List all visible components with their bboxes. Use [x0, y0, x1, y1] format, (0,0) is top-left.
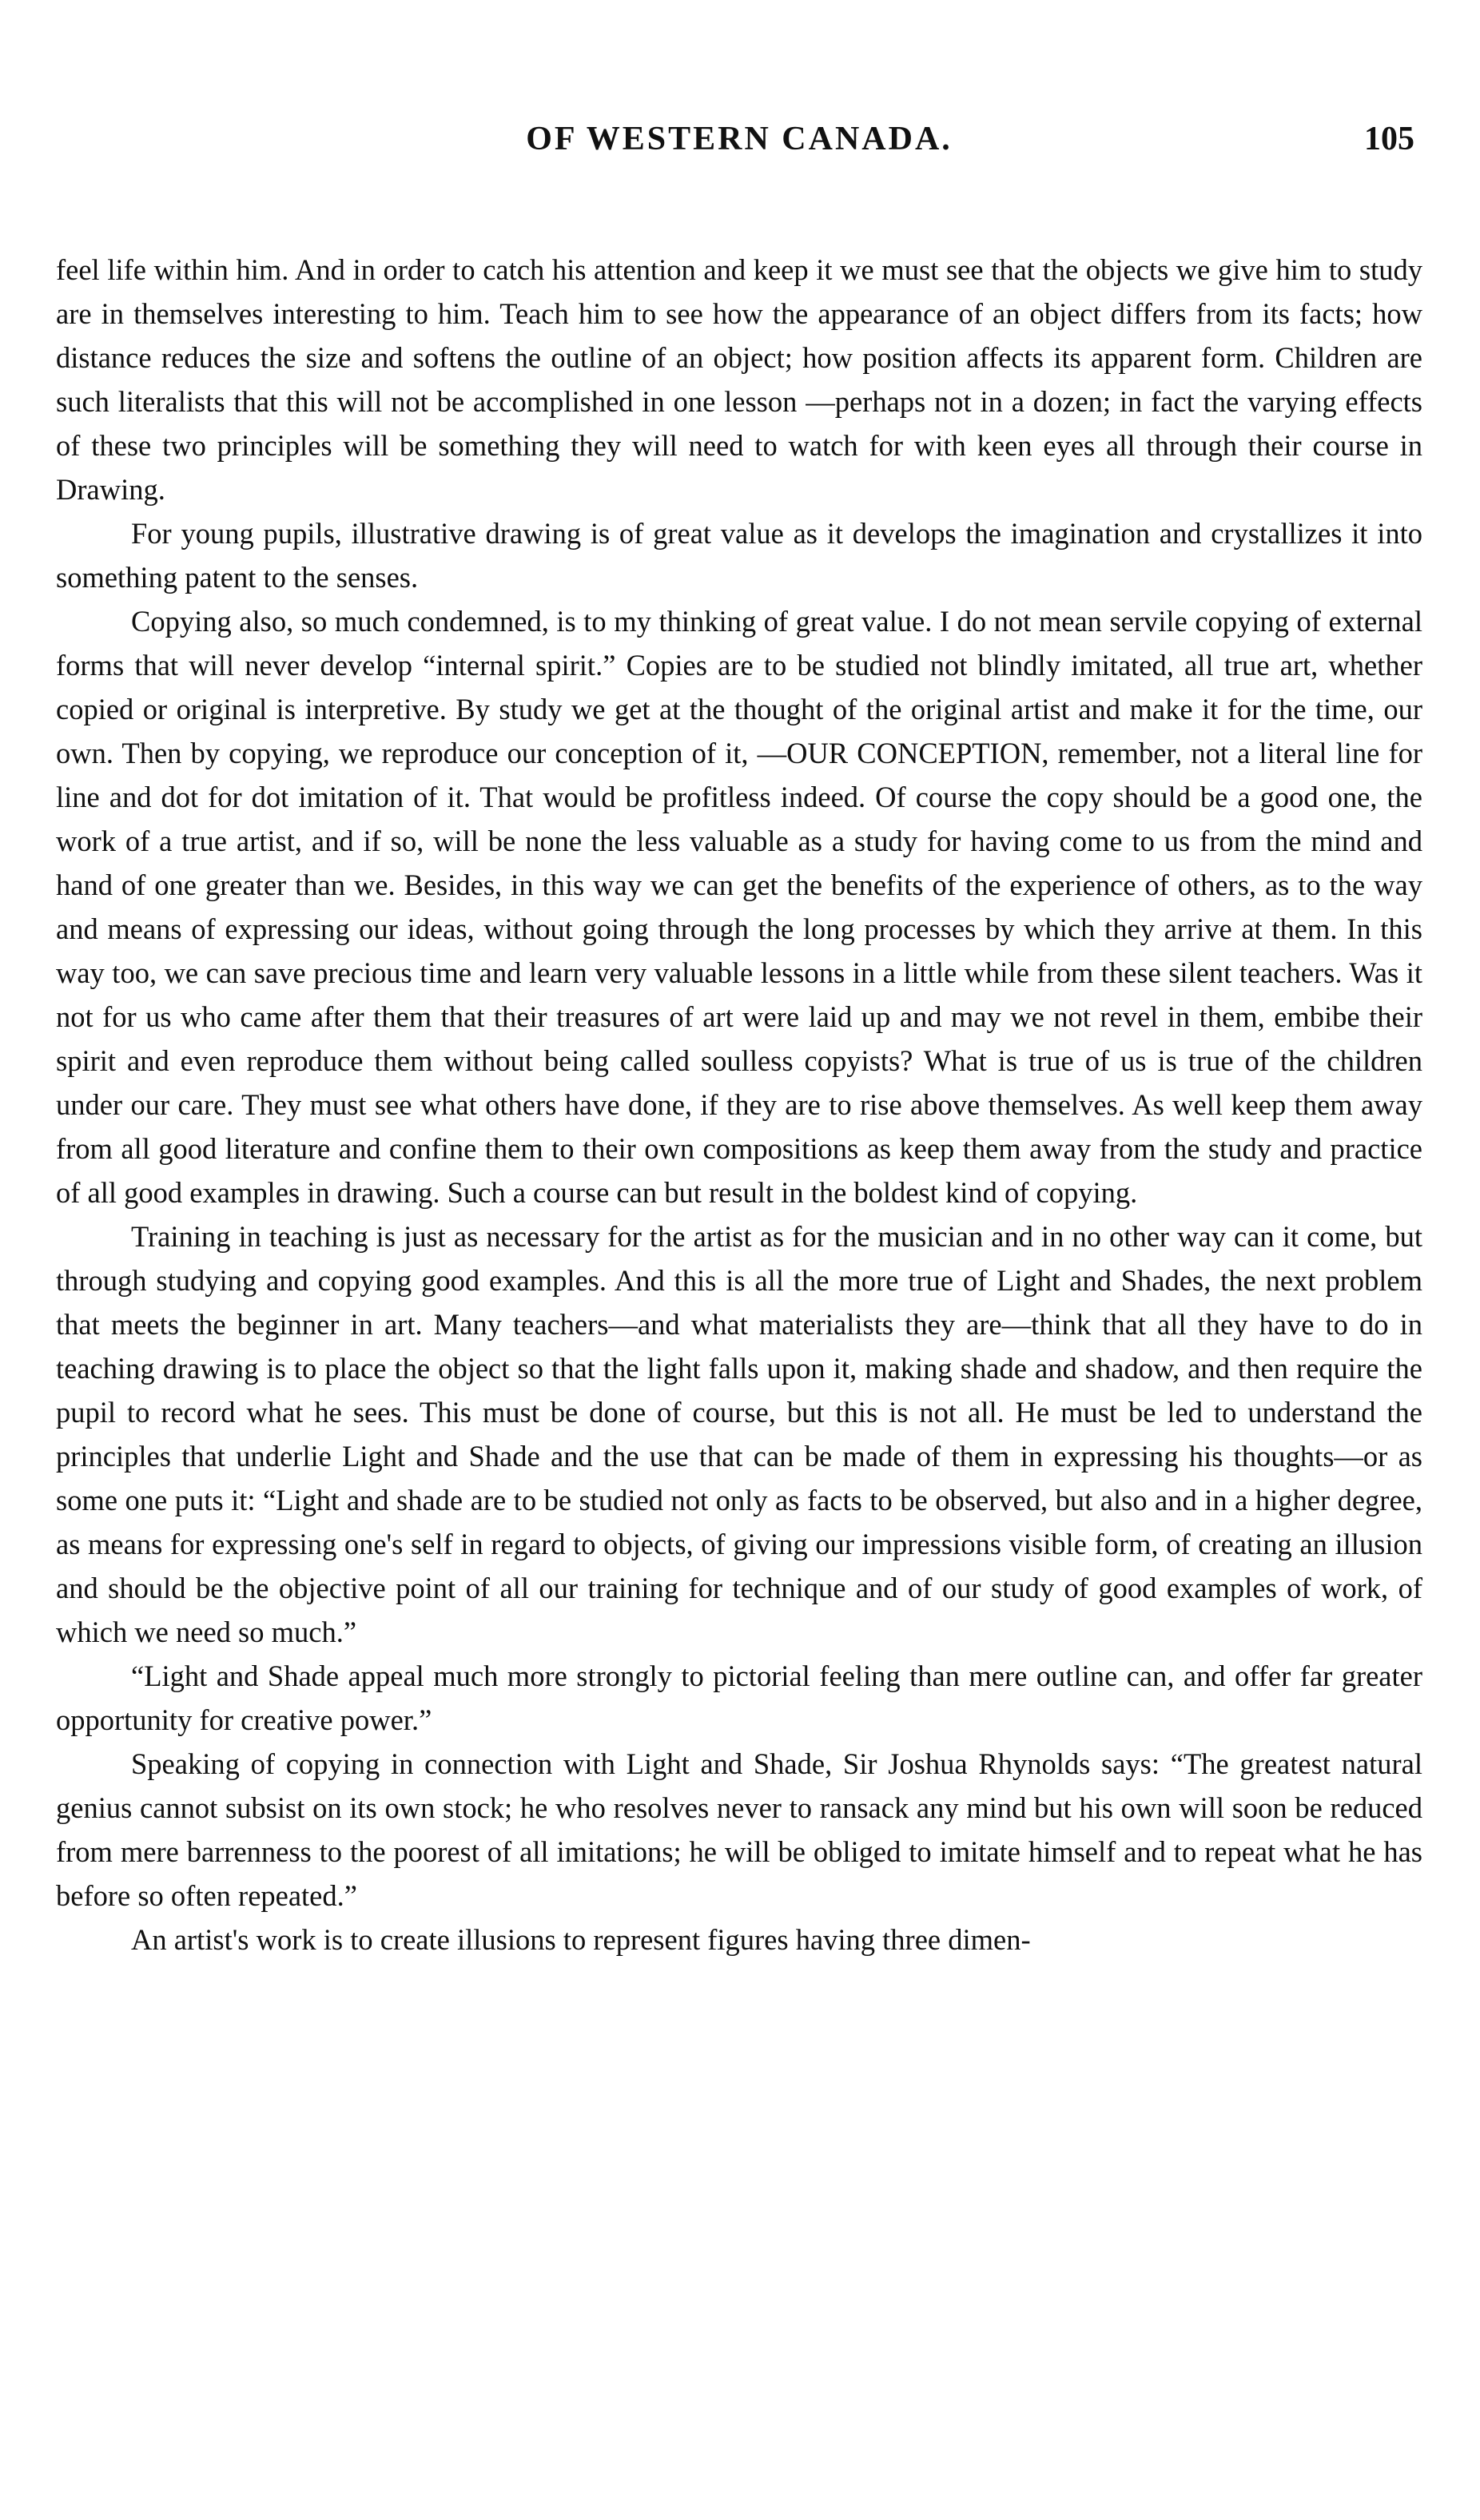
page-header: [56, 56, 1422, 160]
document-page: [56, 56, 1422, 2493]
page-number: 105: [1364, 121, 1414, 157]
paragraph-4: Training in teaching is just as necessary for the artist as for the musician and in no other way can it come, but through studying and copying good examples. And this is all the more true of Light and Shades, the next problem that meets the beginner in art. Many teachers—and what materialists they are—think that all they have to do in teaching drawing is to place the object so that the light falls upon it, making shade and shadow, and then require the pupil to record what he sees. This must be done of course, but this is not all. He must be led to understand the principles that underlie Light and Shade and the use that can be made of them in expressing his thoughts—or as some one puts it: “Light and shade are to be studied not only as facts to be observed, but also and in a higher degree, as means for expressing one's self in regard to objects, of giving our impressions visible form, of creating an illusion and should be the objective point of all our training for technique and of our study of good examples of work, of which we need so much.”: [56, 1220, 1422, 1648]
paragraph-7: An artist's work is to create illusions to represent figures having three dimen-: [131, 1923, 1031, 1956]
running-title: OF WESTERN CANADA.: [526, 121, 953, 157]
paragraph-1: feel life within him. And in order to catch his attention and keep it we must see that the objects we give him to study are in themselves interesting to him. Teach him to see how the appearance of an object differs from its facts; how distance reduces the size and softens the outline of an object; how position affects its apparent form. Children are such literalists that this will not be accomplished in one lesson —perhaps not in a dozen; in fact the varying effects of these two principles will be something they will need to watch for with keen eyes all through their course in Drawing.: [56, 253, 1422, 506]
paragraph-6: Speaking of copying in connection with Light and Shade, Sir Joshua Rhynolds says: “The greatest natural genius cannot subsist on its own stock; he who resolves never to ransack any mind but his own will soon be reduced from mere barrenness to the poorest of all imitations; he will be obliged to imitate himself and to repeat what he has before so often repeated.”: [56, 1747, 1422, 1912]
paragraph-2: For young pupils, illustrative drawing is of great value as it develops the imagination and crystallizes it into something patent to the senses.: [56, 517, 1422, 594]
paragraph-3: Copying also, so much condemned, is to my thinking of great value. I do not mean servile copying of external forms that will never develop “internal spirit.” Copies are to be studied not blindly imitated, all true art, whether copied or original is interpretive. By study we get at the thought of the original artist and make it for the time, our own. Then by copying, we reproduce our conception of it, —OUR CONCEPTION, remember, not a literal line for line and dot for dot imitation of it. That would be profitless indeed. Of course the copy should be a good one, the work of a true artist, and if so, will be none the less valuable as a study for having come to us from the mind and hand of one greater than we. Besides, in this way we can get the benefits of the experience of others, as to the way and means of expressing our ideas, without going through the long processes by which they arrive at them. In this way too, we can save precious time and learn very valuable lessons in a little while from these silent teachers. Was it not for us who came after them that their treasures of art were laid up and may we not revel in them, embibe their spirit and even reproduce them without being called soulless copyists? What is true of us is true of the children under our care. They must see what others have done, if they are to rise above themselves. As well keep them away from all good literature and confine them to their own compositions as keep them away from the study and practice of all good examples in drawing. Such a course can but result in the boldest kind of copying.: [56, 605, 1422, 1209]
paragraph-5: “Light and Shade appeal much more strongly to pictorial feeling than mere outline can, and offer far greater opportunity for creative power.”: [56, 1659, 1422, 1736]
body-text: [56, 248, 1422, 1962]
